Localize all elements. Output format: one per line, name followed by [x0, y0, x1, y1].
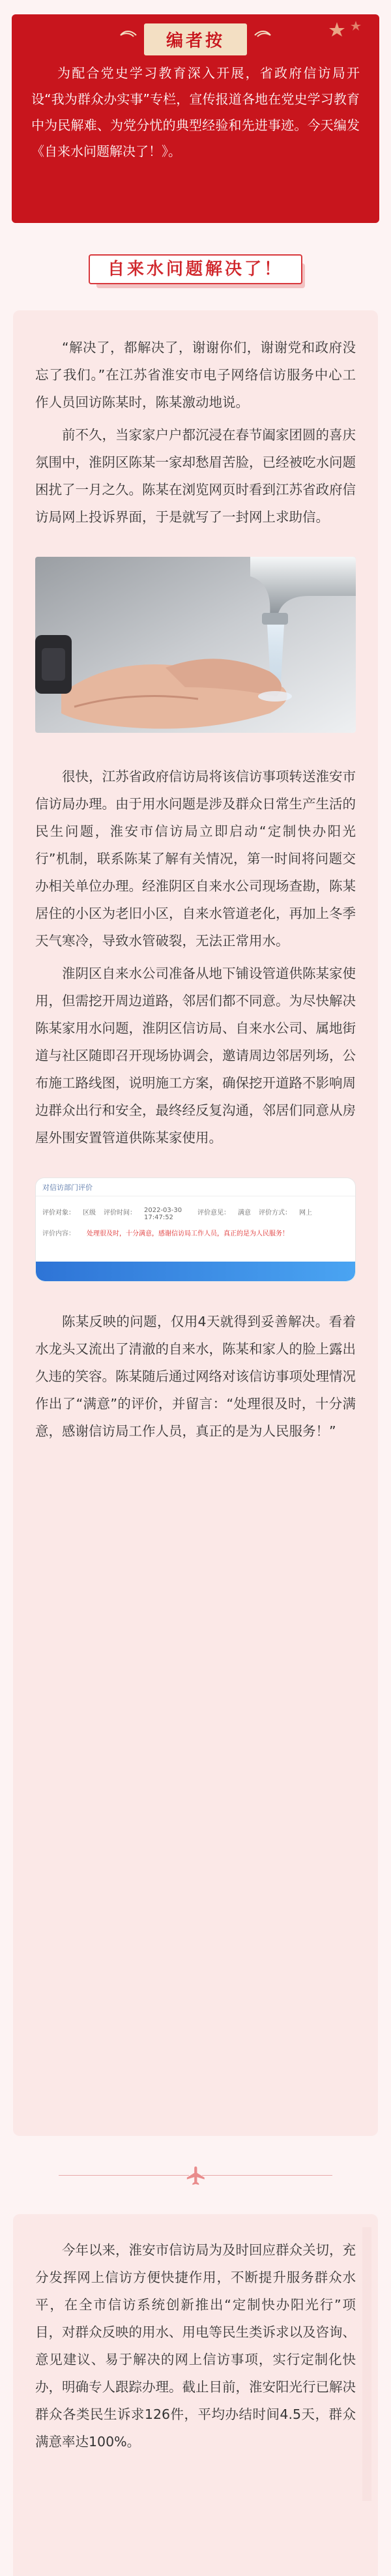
closing-card: [13, 2214, 378, 2576]
eval-opinion-value: 满意: [238, 1209, 251, 1217]
hands-under-tap-illustration: [35, 557, 356, 733]
screenshot-blue-bar: [36, 1262, 355, 1281]
paragraph-1: “解决了，都解决了，谢谢你们，谢谢党和政府没忘了我们。”在江苏省淮安市电子网络信访服务中心工作人员回访陈某时，陈某激动地说。: [35, 340, 356, 410]
screenshot-info-row: [36, 1196, 355, 1221]
paragraph-3: 很快，江苏省政府信访局将该信访事项转送淮安市信访局办理。由于用水问题是涉及群众日常生产生活的民生问题，淮安市信访局立即启动“定制快办阳光行”机制，联系陈某了解有关情况，第一时间将问题交办相关单位办理。经淮阴区自来水公司现场查勘，陈某居住的小区为老旧小区，自来水管道老化，再加上冬季天气寒冷，导致水管破裂，无法正常用水。: [35, 769, 356, 949]
swirl-left-icon: [119, 30, 138, 40]
editor-note-label: 编者按: [166, 31, 225, 51]
feedback-screenshot: [35, 1177, 356, 1282]
paragraph-2: 前不久，当家家户户都沉浸在春节阖家团圆的喜庆氛围中，淮阴区陈某一家却愁眉苦脸，已经被吃水问题困扰了一月之久。陈某在浏览网页时看到江苏省政府信访局网上投诉界面，于是就写了一封网上求助信。: [35, 427, 356, 525]
editor-note-text: 为配合党史学习教育深入开展，省政府信访局开设“我为群众办实事”专栏，宣传报道各地在党史学习教育中为民解难、为党分忧的典型经验和先进事迹。今天编发《自来水问题解决了！》。: [31, 65, 360, 159]
screenshot-comment-row: [36, 1221, 355, 1244]
eval-method-value: 网上: [299, 1209, 312, 1217]
article-page: [0, 14, 391, 2576]
editor-note-box: [12, 14, 379, 223]
eval-opinion-label: 评价意见：: [197, 1209, 230, 1217]
editor-note-tag: [144, 23, 247, 55]
star-decoration-icon: [328, 18, 368, 38]
watermark-decoration: [360, 2227, 374, 2506]
water-tap-photo: [35, 557, 356, 733]
paragraph-5: 陈某反映的问题，仅用4天就得到妥善解决。看着水龙头又流出了清澈的自来水，陈某和家人的脸上露出久违的笑容。陈某随后通过网络对该信访事项处理情况作出了“满意”的评价，并留言：“处理很及时，十分满意，感谢信访局工作人员，真正的是为人民服务！”: [35, 1314, 356, 1439]
airplane-icon: [185, 2165, 207, 2187]
eval-target-label: 评价对象：: [42, 1209, 75, 1217]
plane-divider: [0, 2136, 391, 2214]
divider-line-right: [202, 2175, 332, 2176]
eval-comment-label: 评价内容：: [42, 1230, 75, 1237]
eval-target-value: 区级: [83, 1209, 96, 1217]
eval-method-label: 评价方式：: [259, 1209, 291, 1217]
screenshot-title: 对信访部门评价: [42, 1183, 93, 1192]
closing-paragraph: 今年以来，淮安市信访局为及时回应群众关切，充分发挥网上信访方便快捷作用，不断提升服务群众水平，在全市信访系统创新推出“定制快办阳光行”项目，对群众反映的用水、用电等民生类诉求以及咨询、意见建议、易于解决的网上信访事项，实行定制化快办，明确专人跟踪办理。截止目前，淮安阳光行已解决群众各类民生诉求126件，平均办结时间4.5天，群众满意率达100%。: [35, 2242, 356, 2450]
eval-time-value: 2022-03-30 17:47:52: [144, 1207, 182, 1221]
divider-line-left: [59, 2175, 189, 2176]
article-title: 自来水问题解决了！: [89, 254, 302, 284]
eval-time-label: 评价时间：: [104, 1209, 136, 1217]
watermark-pattern-icon: [360, 2227, 374, 2501]
paragraph-4: 淮阴区自来水公司准备从地下铺设管道供陈某家使用，但需挖开周边道路，邻居们都不同意。为尽快解决陈某家用水问题，淮阴区信访局、自来水公司、属地街道与社区随即召开现场协调会，邀请周边邻居列场，公布施工路线图，说明施工方案，确保挖开道路不影响周边群众出行和安全，最终经反复沟通，邻居们同意从房屋外围安置管道供陈某家使用。: [35, 966, 356, 1146]
article-card: [13, 310, 378, 2136]
eval-comment-text: 处理很及时，十分满意，感谢信访局工作人员，真正的是为人民服务！: [87, 1230, 289, 1237]
screenshot-header: [36, 1178, 355, 1196]
swirl-right-icon: [253, 30, 272, 40]
title-area: [0, 229, 391, 308]
